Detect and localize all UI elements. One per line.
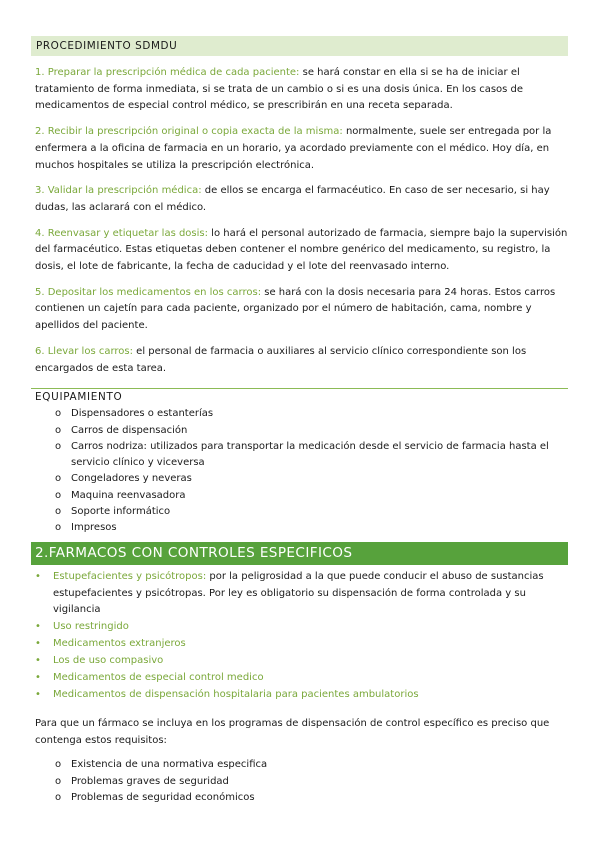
bullet: • <box>35 638 41 650</box>
bullet: o <box>55 759 62 771</box>
equipment-heading: EQUIPAMIENTO <box>35 391 123 404</box>
bullet: o <box>55 506 62 518</box>
step-3-text: de ellos se encarga el farmacéutico. En caso de ser necesario, si hay dudas, las aclarará con el médico. <box>35 185 550 213</box>
step-2-title: 2. Recibir la prescripción original o copia exacta de la misma: <box>35 126 343 138</box>
list-item-text: Soporte informático <box>71 506 171 518</box>
list-item-title: Uso restringido <box>53 621 129 633</box>
list-item-text: Dispensadores o estanterías <box>71 408 214 420</box>
list-item <box>31 439 568 472</box>
list-item <box>31 757 568 773</box>
list-item-text: Maquina reenvasadora <box>71 489 186 501</box>
bullet: o <box>55 791 62 803</box>
list-item <box>31 569 568 620</box>
controlled-drugs-list <box>31 569 568 704</box>
list-item <box>31 504 568 520</box>
list-item-title: Los de uso compasivo <box>53 655 164 667</box>
list-item <box>31 471 568 487</box>
list-item-text: Existencia de una normativa especifica <box>71 759 268 771</box>
bullet: • <box>35 655 41 667</box>
list-item-title: Estupefacientes y psicótropos: <box>53 570 207 582</box>
list-item <box>31 636 568 653</box>
list-item <box>31 790 568 806</box>
bullet: o <box>55 408 62 420</box>
document-page <box>31 36 568 806</box>
step-4-text: lo hará el personal autorizado de farmacia, siempre bajo la supervisión del farmacéutico. Estas etiquetas deben contener el nombre genérico del medicamento, su registro, la dosis, el lote de fabricante, la fecha de caducidad y el lote del reenvasado interno. <box>35 227 568 273</box>
step-6-title: 6. Llevar los carros: <box>35 345 133 357</box>
bullet: o <box>55 775 62 787</box>
list-item-text: Impresos <box>71 522 117 534</box>
step-2-text: normalmente, suele ser entregada por la enfermera a la oficina de farmacia en un horario, ya acordado previamente con el médico. Hoy día, en muchos hospitales se utiliza la prescripción electrónica. <box>35 126 552 171</box>
bullet: • <box>35 688 41 700</box>
step-3 <box>31 183 568 216</box>
equipment-list <box>31 406 568 536</box>
step-6 <box>31 344 568 377</box>
list-item <box>31 520 568 536</box>
section-heading-farmacos: 2.FARMACOS CON CONTROLES ESPECIFICOS <box>31 542 568 565</box>
list-item <box>31 653 568 670</box>
bullet: o <box>55 473 62 485</box>
list-item <box>31 670 568 687</box>
list-item <box>31 687 568 704</box>
list-item <box>31 423 568 439</box>
step-1 <box>31 65 568 115</box>
bullet: • <box>35 621 41 633</box>
step-1-title: 1. Preparar la prescripción médica de cada paciente: <box>35 67 300 78</box>
step-5 <box>31 285 568 335</box>
list-item <box>31 488 568 504</box>
bullet: o <box>55 440 62 452</box>
bullet: • <box>35 570 41 582</box>
step-4-title: 4. Reenvasar y etiquetar las dosis: <box>35 227 208 239</box>
list-item-text: Carros nodriza: utilizados para transportar la medicación desde el servicio de farmacia hasta el servicio clínico y viceversa <box>71 440 549 469</box>
list-item <box>31 619 568 636</box>
bullet: o <box>55 522 62 534</box>
step-5-title: 5. Depositar los medicamentos en los carros: <box>35 286 262 298</box>
bullet: o <box>55 489 62 501</box>
section-heading-procedimiento: PROCEDIMIENTO SDMDU <box>31 36 568 56</box>
list-item-text: Problemas graves de seguridad <box>71 775 229 787</box>
bullet: • <box>35 672 41 684</box>
bullet: o <box>55 424 62 436</box>
step-2 <box>31 124 568 174</box>
list-item-text: Congeladores y neveras <box>71 473 192 485</box>
list-item-title: Medicamentos de especial control medico <box>53 672 264 684</box>
list-item-text: Carros de dispensación <box>71 424 188 436</box>
step-3-title: 3. Validar la prescripción médica: <box>35 185 202 197</box>
step-5-text: se hará con la dosis necesaria para 24 horas. Estos carros contienen un cajetín para cada paciente, organizado por el número de habitación, cama, nombre y apellidos del paciente. <box>35 286 556 332</box>
list-item-text: por la peligrosidad a la que puede conducir el abuso de sustancias estupefacientes y psicótropas. Por ley es obligatorio su dispensación de forma controlada y su vigilancia <box>53 570 544 616</box>
step-1-text: se hará constar en ella si se ha de iniciar el tratamiento de forma inmediata, si se trata de un cambio o si es una dosis única. En los casos de medicamentos de especial control médico, se prescribirán en una receta separada. <box>35 67 524 112</box>
step-6-text: el personal de farmacia o auxiliares al servicio clínico correspondiente son los encargados de esta tarea. <box>35 345 527 374</box>
list-item-title: Medicamentos de dispensación hospitalaria para pacientes ambulatorios <box>53 688 419 700</box>
requirements-list <box>31 757 568 806</box>
requirements-intro: Para que un fármaco se incluya en los programas de dispensación de control específico es preciso que contenga estos requisitos: <box>35 717 550 746</box>
list-item <box>31 406 568 422</box>
step-4 <box>31 226 568 276</box>
list-item <box>31 774 568 790</box>
list-item-text: Problemas de seguridad económicos <box>71 791 255 803</box>
list-item-title: Medicamentos extranjeros <box>53 638 186 650</box>
